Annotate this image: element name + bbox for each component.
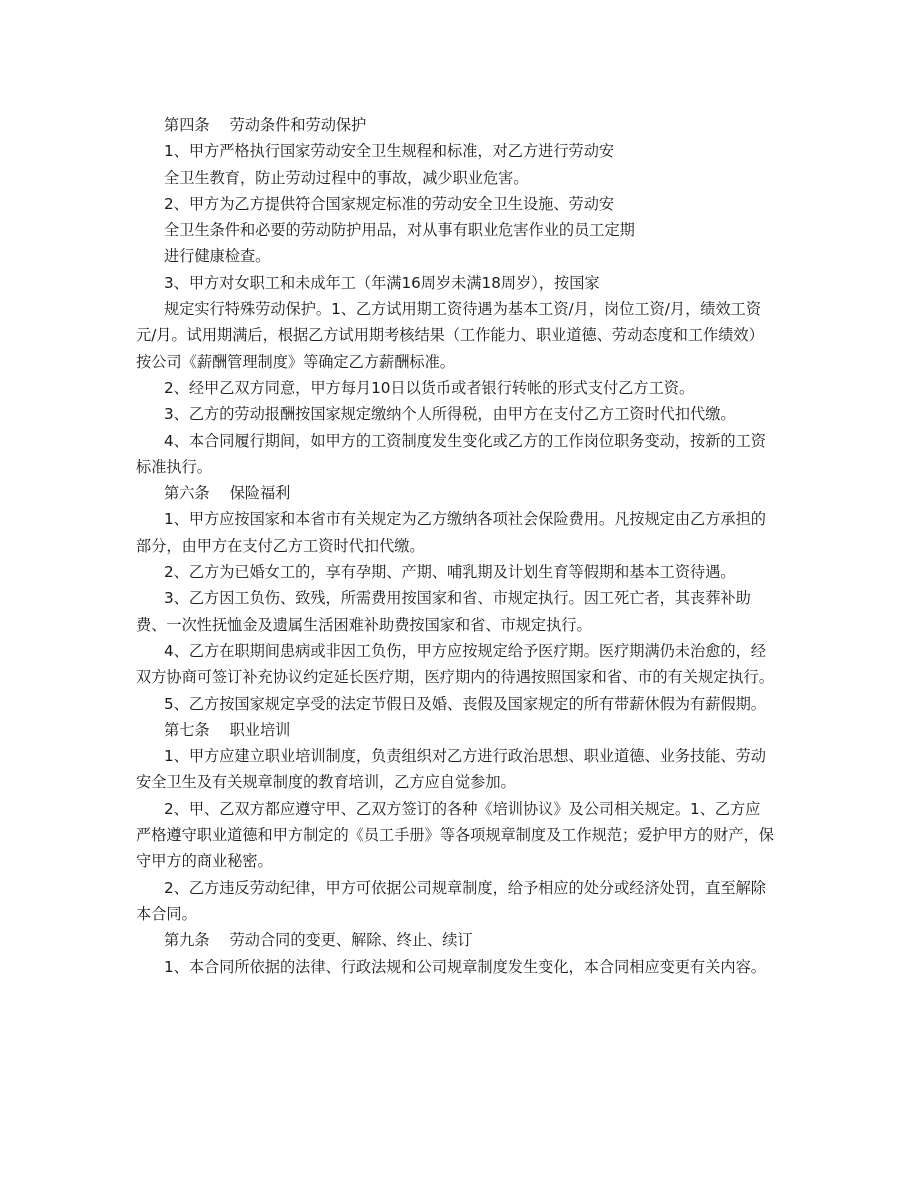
paragraph: 2、甲、乙双方都应遵守甲、乙双方签订的各种《培训协议》及公司相关规定。1、乙方应严格遵守职业道德和甲方制定的《员工手册》等各项规章制度及工作规范；爱护甲方的财产，保守甲方的商业秘密。	[136, 799, 774, 871]
paragraph: 规定实行特殊劳动保护。1、乙方试用期工资待遇为基本工资/月，岗位工资/月，绩效工资元/月。试用期满后，根据乙方试用期考核结果（工作能力、职业道德、劳动态度和工作绩效）按公司《薪酬管理制度》等确定乙方薪酬标准。	[136, 300, 764, 371]
paragraph: 全卫生条件和必要的劳动防护用品，对从事有职业危害作业的员工定期	[164, 221, 635, 240]
paragraph: 2、乙方违反劳动纪律，甲方可依据公司规章制度，给予相应的处分或经济处罚，直至解除本合同。	[136, 878, 766, 923]
paragraph: 全卫生教育，防止劳动过程中的事故，减少职业危害。	[164, 168, 529, 187]
paragraph: 5、乙方按国家规定享受的法定节假日及婚、丧假及国家规定的所有带薪休假为有薪假期。	[164, 694, 766, 713]
paragraph: 1、甲方严格执行国家劳动安全卫生规程和标准，对乙方进行劳动安	[164, 142, 615, 161]
paragraph: 3、乙方的劳动报酬按国家规定缴纳个人所得税，由甲方在支付乙方工资时代扣代缴。	[164, 405, 736, 424]
paragraph: 2、经甲乙双方同意，甲方每月10日以货币或者银行转帐的形式支付乙方工资。	[164, 378, 695, 397]
paragraph: 第四条 劳动条件和劳动保护	[164, 116, 367, 134]
paragraph: 2、甲方为乙方提供符合国家规定标准的劳动安全卫生设施、劳动安	[164, 194, 615, 213]
paragraph: 第七条 职业培训	[164, 720, 291, 739]
paragraph: 3、甲方对女职工和未成年工（年满16周岁未满18周岁），按国家	[164, 273, 600, 292]
document-body	[136, 112, 774, 980]
paragraph: 2、乙方为已婚女工的，享有孕期、产期、哺乳期及计划生育等假期和基本工资待遇。	[164, 563, 736, 582]
paragraph: 第六条 保险福利	[164, 484, 291, 503]
paragraph: 1、甲方应建立职业培训制度，负责组织对乙方进行政治思想、职业道德、业务技能、劳动安全卫生及有关规章制度的教育培训，乙方应自觉参加。	[136, 747, 766, 792]
paragraph: 1、本合同所依据的法律、行政法规和公司规章制度发生变化，本合同相应变更有关内容。	[164, 957, 766, 976]
paragraph: 4、本合同履行期间，如甲方的工资制度发生变化或乙方的工作岗位职务变动，按新的工资标准执行。	[136, 431, 766, 476]
paragraph: 第九条 劳动合同的变更、解除、终止、续订	[164, 931, 473, 950]
paragraph: 4、乙方在职期间患病或非因工负伤，甲方应按规定给予医疗期。医疗期满仍未治愈的，经双方协商可签订补充协议约定延长医疗期，医疗期内的待遇按照国家和省、市的有关规定执行。	[136, 641, 774, 687]
paragraph: 1、甲方应按国家和本省市有关规定为乙方缴纳各项社会保险费用。凡按规定由乙方承担的部分，由甲方在支付乙方工资时代扣代缴。	[136, 510, 766, 555]
paragraph: 进行健康检查。	[164, 247, 271, 266]
paragraph: 3、乙方因工负伤、致残，所需费用按国家和省、市规定执行。因工死亡者，其丧葬补助费、一次性抚恤金及遗属生活困难补助费按国家和省、市规定执行。	[136, 589, 751, 634]
